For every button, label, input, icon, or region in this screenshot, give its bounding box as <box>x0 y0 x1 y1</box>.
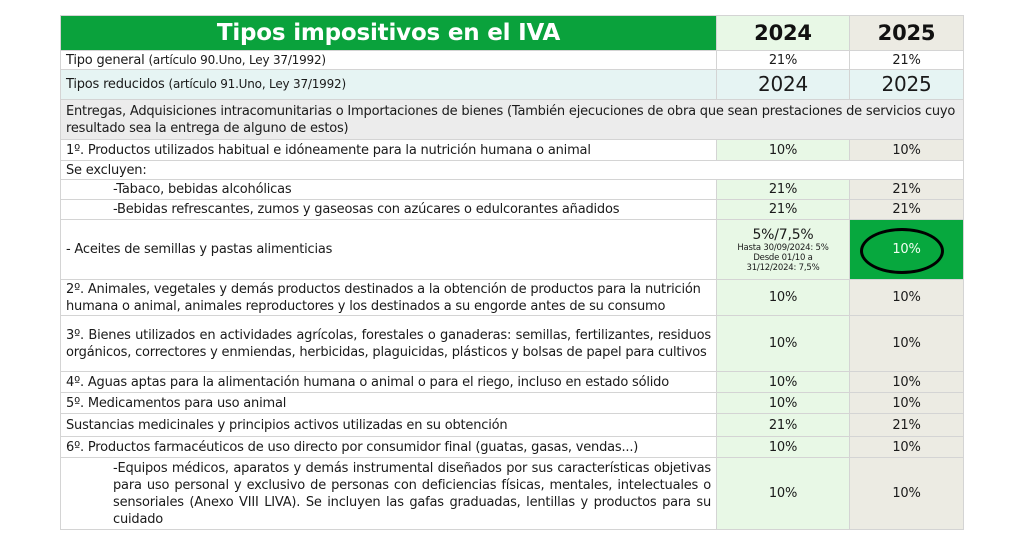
rate-2025: 10% <box>850 437 964 458</box>
rate-2024-value: 5%/7,5% <box>752 226 814 243</box>
rate-note-line2: Desde 01/10 a <box>753 252 813 263</box>
table-row <box>61 200 964 220</box>
table-row <box>61 458 964 530</box>
general-rate-row <box>61 51 964 70</box>
row-label: 3º. Bienes utilizados en actividades agrícolas, forestales o ganaderas: semillas, fertilizantes, residuos orgánicos, correctores y enmiendas, herbicidas, plaguicidas, plásticos y bolsas de papel para cultivos <box>61 316 717 372</box>
table-row <box>61 393 964 414</box>
table-title: Tipos impositivos en el IVA <box>61 16 717 51</box>
rate-2025: 21% <box>850 414 964 437</box>
section-description: (También ejecuciones de obra que sean prestaciones de servicios cuyo resultado sea la entrega de alguno de estos) <box>66 103 956 136</box>
table-row <box>61 280 964 316</box>
row-label: -Equipos médicos, aparatos y demás instrumental diseñados por sus características objetivas para uso personal y exclusivo de personas con deficiencias físicas, mentales, intelectuales o sensoriales (Anexo VIII LIVA). Se incluyen las gafas graduadas, lentillas y productos para su cuidado <box>61 458 717 530</box>
rate-2024: 10% <box>717 458 850 530</box>
rate-2024: 10% <box>717 437 850 458</box>
rate-2024: 10% <box>717 280 850 316</box>
rate-2024: 10% <box>717 393 850 414</box>
rate-2024: 10% <box>717 140 850 161</box>
table-row <box>61 437 964 458</box>
row-label: 1º. Productos utilizados habitual e idóneamente para la nutrición humana o animal <box>61 140 717 161</box>
rate-2024: 21% <box>717 414 850 437</box>
rate-2025: 10% <box>850 140 964 161</box>
table-row <box>61 140 964 161</box>
rate-2025: 10% <box>850 280 964 316</box>
rate-2024: 10% <box>717 316 850 372</box>
general-rate-2025: 21% <box>850 51 964 70</box>
table-row <box>61 372 964 393</box>
reduced-year-2025: 2025 <box>850 70 964 100</box>
section-row <box>61 100 964 140</box>
table-row-oils <box>61 220 964 280</box>
rate-2024: 21% <box>717 200 850 220</box>
general-rate-ref: (artículo 90.Uno, Ley 37/1992) <box>148 52 326 67</box>
rate-2025: 21% <box>850 180 964 200</box>
reduced-rates-label <box>61 70 717 100</box>
section-title: Entregas, Adquisiciones intracomunitarias o Importaciones de bienes <box>66 103 504 119</box>
row-label: Se excluyen: <box>61 161 964 180</box>
table-row <box>61 414 964 437</box>
general-rate-2024: 21% <box>717 51 850 70</box>
year-2024-header: 2024 <box>717 16 850 51</box>
rate-2025: 10% <box>850 458 964 530</box>
general-rate-label <box>61 51 717 70</box>
rate-2025: 10% <box>850 372 964 393</box>
rate-2025-highlighted <box>850 220 964 280</box>
table-row <box>61 161 964 180</box>
reduced-rates-title: Tipos reducidos <box>66 77 165 92</box>
rate-note-line1: Hasta 30/09/2024: 5% <box>737 242 829 253</box>
iva-rates-table <box>60 15 964 530</box>
table-row <box>61 180 964 200</box>
row-label: Sustancias medicinales y principios activos utilizadas en su obtención <box>61 414 717 437</box>
row-label: 4º. Aguas aptas para la alimentación humana o animal o para el riego, incluso en estado sólido <box>61 372 717 393</box>
header-row <box>61 16 964 51</box>
reduced-rates-row <box>61 70 964 100</box>
row-label: -Tabaco, bebidas alcohólicas <box>61 180 717 200</box>
reduced-rates-ref: (artículo 91.Uno, Ley 37/1992) <box>168 77 346 91</box>
rate-2025: 21% <box>850 200 964 220</box>
rate-note-line3: 31/12/2024: 7,5% <box>746 262 820 273</box>
section-heading <box>61 100 964 140</box>
row-label: 6º. Productos farmacéuticos de uso directo por consumidor final (guatas, gasas, vendas...) <box>61 437 717 458</box>
year-2025-header: 2025 <box>850 16 964 51</box>
row-label: - Aceites de semillas y pastas alimenticias <box>61 220 717 280</box>
table-row <box>61 316 964 372</box>
general-rate-title: Tipo general <box>66 52 145 68</box>
rate-2024: 21% <box>717 180 850 200</box>
row-label: 2º. Animales, vegetales y demás productos destinados a la obtención de productos para la nutrición humana o animal, animales reproductores y los destinados a su engorde antes de su consumo <box>61 280 717 316</box>
rate-2025-value: 10% <box>892 242 921 257</box>
rate-2024-oils <box>717 220 850 280</box>
rate-2024: 10% <box>717 372 850 393</box>
row-label: -Bebidas refrescantes, zumos y gaseosas con azúcares o edulcorantes añadidos <box>61 200 717 220</box>
rate-2025: 10% <box>850 393 964 414</box>
row-label: 5º. Medicamentos para uso animal <box>61 393 717 414</box>
rate-2025: 10% <box>850 316 964 372</box>
reduced-year-2024: 2024 <box>717 70 850 100</box>
